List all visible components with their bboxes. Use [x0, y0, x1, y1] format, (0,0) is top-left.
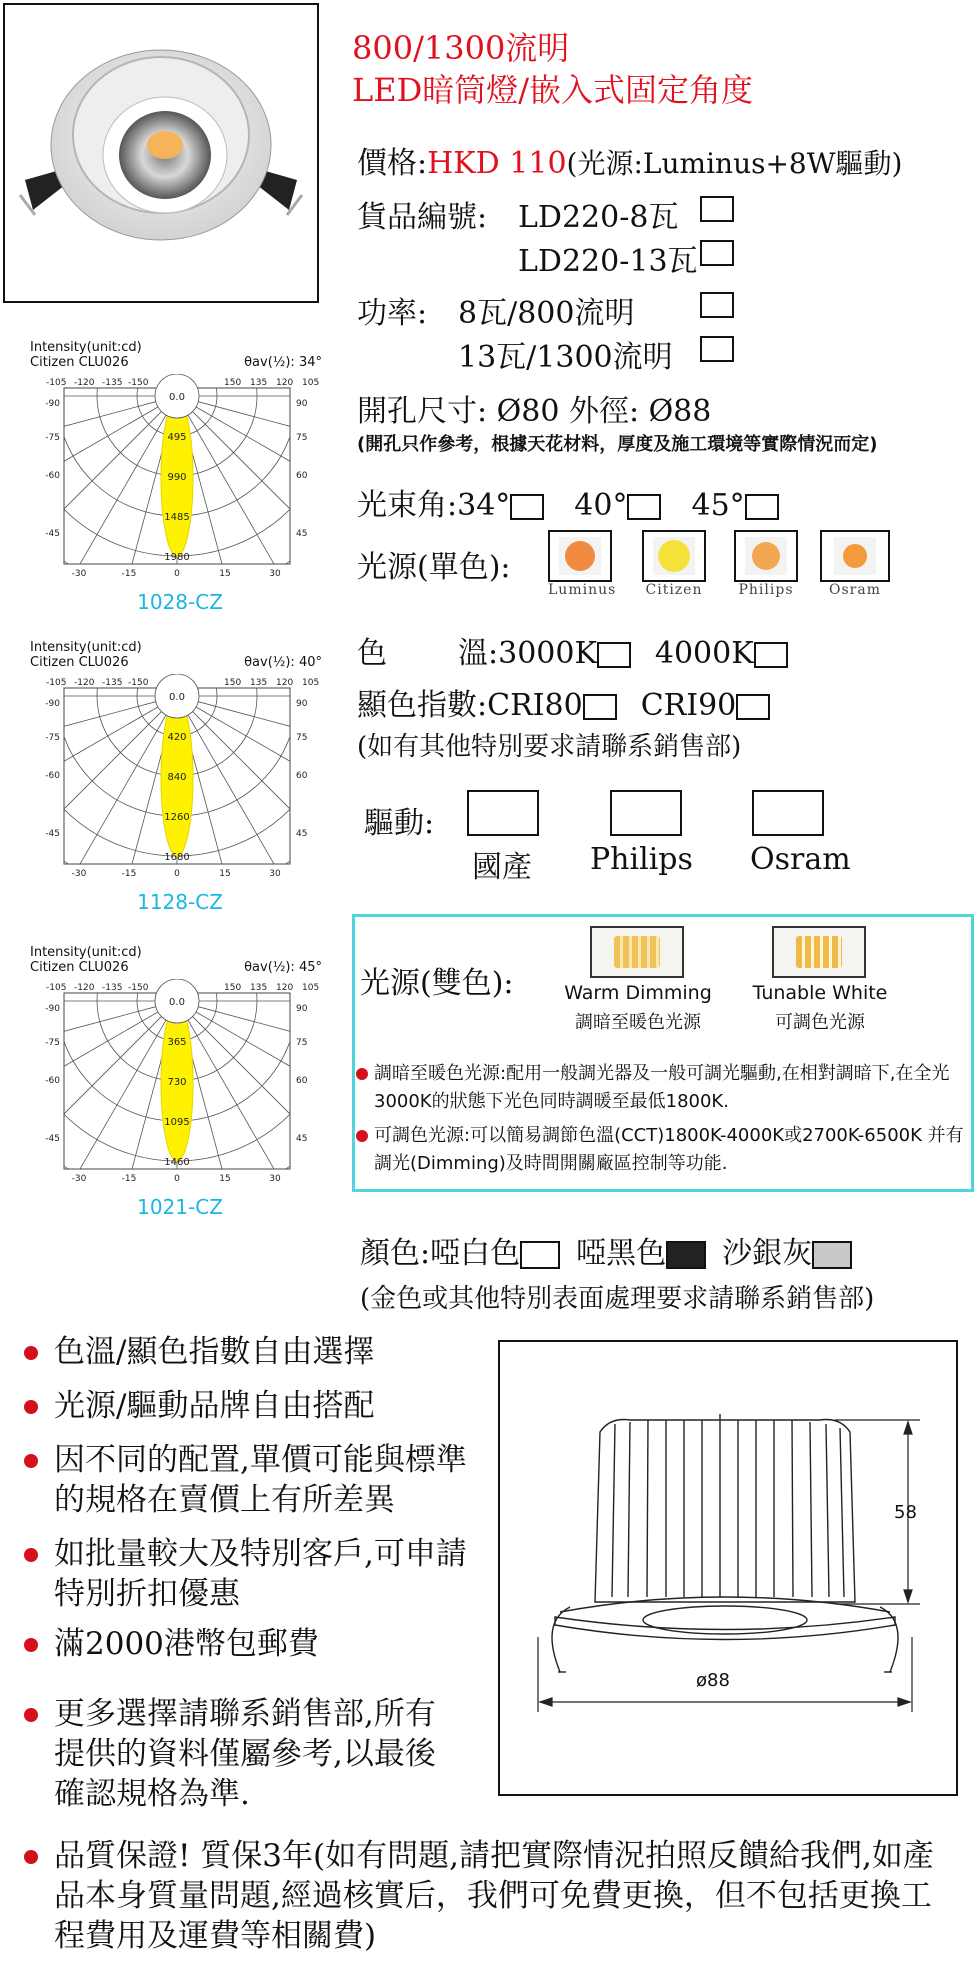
axis-tick-label: 135 [250, 983, 268, 993]
axis-tick-label: -15 [121, 869, 137, 879]
axis-tick-label: -90 [45, 699, 60, 709]
axis-tick-label: -15 [121, 569, 137, 579]
feature-6 [24, 1694, 484, 1814]
axis-tick-label: 45 [296, 529, 308, 539]
axis-tick-label: 90 [296, 1004, 308, 1014]
polar-angle-label: θav(½): 40° [244, 655, 322, 670]
cri-row [357, 680, 770, 724]
axis-tick-label: 135 [250, 378, 268, 388]
driver-label: 驅動: [364, 806, 435, 841]
product-code-checkbox-1[interactable] [700, 196, 734, 222]
feature-5 [24, 1624, 484, 1664]
polar-plot [30, 979, 320, 1191]
axis-tick-label: -135 [102, 678, 123, 688]
feature-4 [24, 1534, 484, 1614]
color-temp-label-1: 色 [357, 636, 387, 671]
cri-checkbox-80[interactable] [583, 694, 617, 720]
power-option-1: 8瓦/800流明 [458, 296, 635, 331]
axis-tick-label: -30 [71, 1174, 87, 1184]
ring-label: 1095 [164, 1117, 190, 1128]
feature-text: 更多選擇請聯系銷售部,所有提供的資料僅屬參考,以最後確認規格為準. [54, 1696, 436, 1812]
warm-dimming-title: Warm Dimming [564, 982, 712, 1004]
driver-checkbox-domestic[interactable] [467, 790, 539, 836]
beam-option-40: 40° [574, 488, 628, 523]
feature-1 [24, 1332, 484, 1372]
color-swatch-white[interactable] [520, 1241, 560, 1269]
cutout-note: (開孔只作參考，根據天花材料，厚度及施工環境等實際情況而定) [357, 434, 878, 455]
polar-plot [30, 674, 320, 886]
axis-tick-label: -150 [128, 983, 149, 993]
axis-tick-label: 105 [302, 678, 320, 688]
dimension-diameter: ø88 [696, 1670, 730, 1691]
driver-option-osram: Osram [750, 842, 851, 877]
axis-tick-label: 15 [219, 569, 231, 579]
polar-angle-label: θav(½): 34° [244, 355, 322, 370]
warm-dimming-subtitle: 調暗至暖色光源 [575, 1012, 701, 1033]
polar-chart-2 [30, 640, 330, 914]
feature-bullet [24, 1708, 38, 1722]
axis-tick-label: 30 [269, 1174, 281, 1184]
axis-tick-label: 105 [302, 378, 320, 388]
axis-tick-label: 0 [174, 569, 180, 579]
cri-label: 顯色指數: [357, 688, 488, 723]
feature-text: 光源/驅動品牌自由搭配 [54, 1388, 375, 1424]
axis-tick-label: 75 [296, 433, 308, 443]
beam-checkbox-34[interactable] [510, 494, 544, 520]
axis-tick-label: 15 [219, 869, 231, 879]
tunable-white-chip[interactable] [772, 926, 866, 978]
polar-plot [30, 374, 320, 586]
power-checkbox-2[interactable] [700, 336, 734, 362]
ring-label: 1680 [164, 852, 190, 863]
polar-source: Citizen CLU026 [30, 355, 129, 370]
price-value: HKD 110 [427, 146, 567, 181]
axis-tick-label: 30 [269, 869, 281, 879]
axis-tick-label: 0 [174, 869, 180, 879]
warranty-text: 品質保證! 質保3年(如有問題,請把實際情況拍照反饋給我們,如產品本身質量問題,經過核實后，我們可免費更換，但不包括更換工程費用及運費等相關費) [54, 1838, 934, 1954]
feature-bullet [24, 1400, 38, 1414]
chip-citizen-image [642, 530, 706, 582]
axis-tick-label: 75 [296, 733, 308, 743]
polar-source: Citizen CLU026 [30, 655, 129, 670]
polar-title: Intensity(unit:cd) [30, 640, 142, 655]
beam-angle-row [357, 480, 779, 524]
side-view-drawing [500, 1342, 956, 1794]
chip-citizen-label: Citizen [645, 582, 703, 598]
polar-caption: 1028-CZ [137, 590, 223, 614]
feature-text: 色溫/顯色指數自由選擇 [54, 1334, 375, 1370]
cri-option-80: CRI80 [487, 688, 583, 723]
axis-tick-label: 90 [296, 699, 308, 709]
ring-label: 0.0 [169, 997, 185, 1008]
ring-label: 1460 [164, 1157, 190, 1168]
axis-tick-label: -120 [74, 983, 95, 993]
ring-label: 990 [167, 472, 187, 483]
product-code-label: 貨品編號: [357, 200, 488, 235]
axis-tick-label: -45 [45, 829, 60, 839]
axis-tick-label: 120 [276, 678, 294, 688]
axis-tick-label: -150 [128, 378, 149, 388]
axis-tick-label: -45 [45, 529, 60, 539]
color-swatch-black[interactable] [666, 1241, 706, 1269]
power-option-2: 13瓦/1300流明 [458, 340, 673, 375]
axis-tick-label: -60 [45, 1076, 60, 1086]
color-row [360, 1228, 852, 1272]
product-code-option-1: LD220-8瓦 [518, 200, 679, 235]
polar-angle-label: θav(½): 45° [244, 960, 322, 975]
chip-osram[interactable] [820, 530, 890, 598]
axis-tick-label: -105 [46, 983, 67, 993]
dual-note-2: 可調色光源:可以簡易調節色溫(CCT)1800K-4000K或2700K-6500K 并有調光(Dimming)及時間開關廠區控制等功能. [374, 1125, 964, 1174]
color-label: 顏色: [360, 1236, 431, 1271]
ring-label: 730 [167, 1077, 187, 1088]
driver-checkbox-philips[interactable] [610, 790, 682, 836]
beam-checkbox-40[interactable] [627, 494, 661, 520]
ring-label: 0.0 [169, 692, 185, 703]
warm-dimming-chip[interactable] [590, 926, 684, 978]
polar-caption: 1128-CZ [137, 890, 223, 914]
color-option-white: 啞白色 [430, 1236, 521, 1271]
axis-tick-label: 120 [276, 983, 294, 993]
beam-option-34: 34° [457, 488, 511, 523]
chip-luminus-image [548, 530, 612, 582]
polar-chart-3 [30, 945, 330, 1219]
dimension-height: 58 [894, 1502, 917, 1523]
chip-luminus-label: Luminus [548, 582, 617, 598]
axis-tick-label: 135 [250, 678, 268, 688]
axis-tick-label: -90 [45, 399, 60, 409]
color-swatch-silver[interactable] [812, 1241, 852, 1269]
ring-label: 1980 [164, 552, 190, 563]
axis-tick-label: 150 [224, 378, 242, 388]
ring-label: 1260 [164, 812, 190, 823]
axis-tick-label: 45 [296, 829, 308, 839]
feature-text: 因不同的配置,單價可能與標準的規格在賣價上有所差異 [54, 1442, 467, 1518]
axis-tick-label: -75 [45, 433, 60, 443]
color-temp-row [458, 628, 788, 672]
title-line1: 800/1300流明 [352, 29, 570, 67]
axis-tick-label: -75 [45, 1038, 60, 1048]
axis-tick-label: -45 [45, 1134, 60, 1144]
axis-tick-label: 45 [296, 1134, 308, 1144]
axis-tick-label: -75 [45, 733, 60, 743]
color-temp-label-2: 溫: [458, 636, 499, 671]
warranty-bullet [24, 1850, 38, 1864]
power-label: 功率: [357, 296, 428, 331]
feature-3 [24, 1440, 484, 1520]
cri-note: (如有其他特別要求請聯系銷售部) [357, 732, 742, 762]
product-photo [3, 3, 319, 303]
feature-text: 如批量較大及特別客戶,可申請特別折扣優惠 [54, 1536, 467, 1612]
ring-label: 0.0 [169, 392, 185, 403]
warranty [24, 1836, 954, 1956]
axis-tick-label: -60 [45, 771, 60, 781]
polar-caption: 1021-CZ [137, 1195, 223, 1219]
feature-bullet [24, 1548, 38, 1562]
product-code-checkbox-2[interactable] [700, 240, 734, 266]
axis-tick-label: 0 [174, 1174, 180, 1184]
axis-tick-label: -135 [102, 983, 123, 993]
ring-label: 420 [167, 732, 187, 743]
ring-label: 495 [167, 432, 187, 443]
axis-tick-label: -90 [45, 1004, 60, 1014]
feature-text: 滿2000港幣包郵費 [54, 1626, 319, 1662]
axis-tick-label: -105 [46, 378, 67, 388]
axis-tick-label: -105 [46, 678, 67, 688]
chip-osram-image [820, 530, 890, 582]
axis-tick-label: 90 [296, 399, 308, 409]
price-label: 價格: [357, 146, 428, 181]
color-temp-checkbox-4000[interactable] [754, 642, 788, 668]
price-row [357, 138, 902, 182]
axis-tick-label: -120 [74, 378, 95, 388]
single-source-label: 光源(單色): [357, 550, 511, 585]
beam-checkbox-45[interactable] [745, 494, 779, 520]
power-checkbox-1[interactable] [700, 292, 734, 318]
color-option-black: 啞黑色 [576, 1236, 667, 1271]
feature-2 [24, 1386, 484, 1426]
cutout-size: 開孔尺寸: Ø80 外徑: Ø88 [357, 394, 712, 429]
dimension-drawing [498, 1340, 958, 1796]
axis-tick-label: -30 [71, 569, 87, 579]
product-code-option-2: LD220-13瓦 [518, 244, 698, 279]
feature-bullet [24, 1454, 38, 1468]
beam-angle-label: 光束角: [357, 488, 458, 523]
color-temp-checkbox-3000[interactable] [597, 642, 631, 668]
axis-tick-label: 120 [276, 378, 294, 388]
chip-osram-label: Osram [829, 582, 881, 598]
axis-tick-label: -120 [74, 678, 95, 688]
axis-tick-label: 105 [302, 983, 320, 993]
axis-tick-label: -30 [71, 869, 87, 879]
chip-philips-label: Philips [738, 582, 794, 598]
polar-chart-1 [30, 340, 330, 614]
dual-source-label: 光源(雙色): [360, 966, 514, 1001]
feature-bullet [24, 1346, 38, 1360]
downlight-image [5, 5, 317, 301]
axis-tick-label: 15 [219, 1174, 231, 1184]
polar-title: Intensity(unit:cd) [30, 945, 142, 960]
axis-tick-label: -60 [45, 471, 60, 481]
axis-tick-label: 150 [224, 983, 242, 993]
color-temp-option-4000: 4000K [654, 636, 754, 671]
note-bullet-2 [356, 1130, 368, 1142]
ring-label: 1485 [164, 512, 190, 523]
color-option-silver: 沙銀灰 [722, 1236, 813, 1271]
beam-option-45: 45° [691, 488, 745, 523]
note-bullet-1 [356, 1068, 368, 1080]
price-note: (光源:Luminus+8W驅動) [566, 147, 903, 180]
feature-bullet [24, 1638, 38, 1652]
axis-tick-label: -135 [102, 378, 123, 388]
cri-option-90: CRI90 [640, 688, 737, 723]
ring-label: 365 [167, 1037, 187, 1048]
axis-tick-label: 30 [269, 569, 281, 579]
cri-checkbox-90[interactable] [736, 694, 770, 720]
chip-philips-image [734, 530, 798, 582]
driver-option-domestic: 國產 [472, 850, 532, 885]
chip-citizen[interactable] [642, 530, 706, 598]
axis-tick-label: 150 [224, 678, 242, 688]
chip-philips[interactable] [734, 530, 798, 598]
axis-tick-label: 75 [296, 1038, 308, 1048]
tunable-white-title: Tunable White [752, 982, 888, 1004]
axis-tick-label: -150 [128, 678, 149, 688]
axis-tick-label: -15 [121, 1174, 137, 1184]
tunable-white-subtitle: 可調色光源 [775, 1012, 865, 1033]
dual-note-1: 調暗至暖色光源:配用一般調光器及一般可調光驅動,在相對調暗下,在全光3000K的狀態下光色同時調暖至最低1800K. [374, 1063, 950, 1112]
ring-label: 840 [167, 772, 187, 783]
axis-tick-label: 60 [296, 771, 308, 781]
color-temp-option-3000: 3000K [498, 636, 597, 671]
title-line2: LED暗筒燈/嵌入式固定角度 [352, 71, 754, 109]
polar-source: Citizen CLU026 [30, 960, 129, 975]
driver-option-philips: Philips [590, 842, 693, 877]
polar-title: Intensity(unit:cd) [30, 340, 142, 355]
axis-tick-label: 60 [296, 471, 308, 481]
chip-luminus[interactable] [548, 530, 617, 598]
color-note: (金色或其他特別表面處理要求請聯系銷售部) [360, 1284, 875, 1314]
axis-tick-label: 60 [296, 1076, 308, 1086]
driver-checkbox-osram[interactable] [752, 790, 824, 836]
